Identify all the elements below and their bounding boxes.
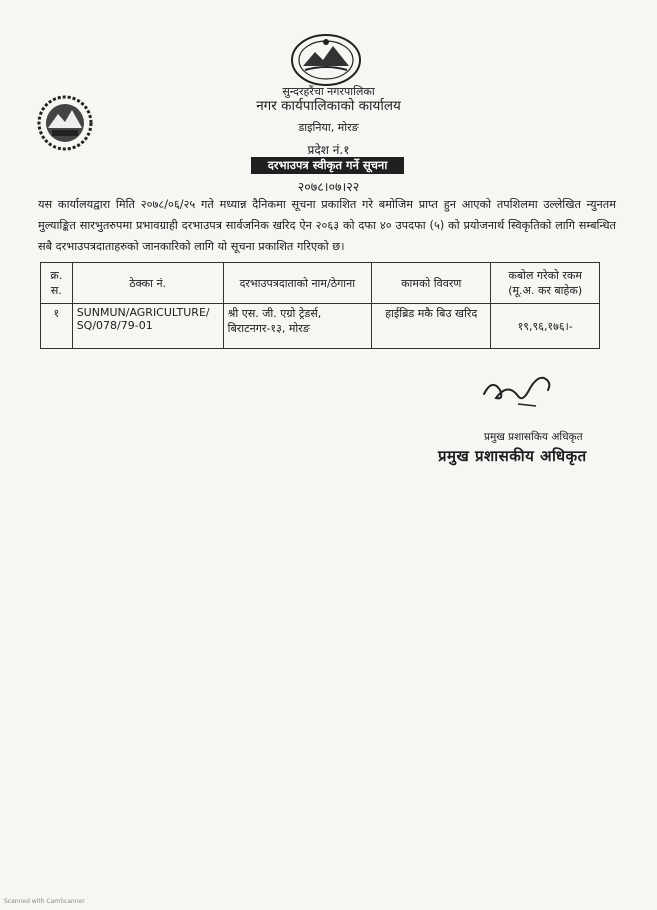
municipality-logo-icon bbox=[283, 30, 369, 92]
notice-paragraph: यस कार्यालयद्वारा मिति २०७८/०६/२५ गते मध्यान्न दैनिकमा सूचना प्रकाशित गरे बमोजिम प्राप्त हुन आएको तपशिलमा उल्लेखित न्युनतम मुल्याङ्कित सारभुतरुपमा प्रभावग्राही दरभाउपत्र सार्वजनिक खरिद ऐन २०६३ को दफा ४० उपदफा (५) को प्रयोजनार्थ स्विकृतिको लागि सम्बन्धित सबै दरभाउपत्रदाताहरुको जानकारिको लागि यो सूचना प्रकाशित गरिएको छ। bbox=[38, 198, 616, 253]
column-header-sn: क्र. स. bbox=[41, 263, 73, 304]
cell-bidder: श्री एस. जी. एग्रो ट्रेडर्स, बिराटनगर-१३, मोरङ bbox=[223, 304, 371, 349]
column-header-work: कामको विवरण bbox=[372, 263, 491, 304]
bid-table bbox=[40, 262, 600, 349]
office-location: डाइनिया, मोरङ bbox=[298, 121, 359, 134]
notice-date: २०७८।०७।२२ bbox=[297, 179, 360, 194]
column-header-bidder: दरभाउपत्रदाताको नाम/ठेगाना bbox=[223, 263, 371, 304]
table-header-row bbox=[41, 263, 600, 304]
column-header-amount: कबोल गरेको रकम (मू.अ. कर बाहेक) bbox=[491, 263, 600, 304]
column-header-contract: ठेक्का नं. bbox=[72, 263, 223, 304]
office-name: नगर कार्यपालिकाको कार्यालय bbox=[256, 98, 401, 114]
province-label: प्रदेश नं.१ bbox=[307, 143, 350, 157]
scanner-watermark: Scanned with CamScanner bbox=[4, 898, 85, 905]
cell-contract: SUNMUN/AGRICULTURE/ SQ/078/79-01 bbox=[72, 304, 223, 349]
table-row bbox=[41, 304, 600, 349]
notice-title-banner: दरभाउपत्र स्वीकृत गर्ने सूचना bbox=[251, 157, 404, 174]
cell-sn: १ bbox=[41, 304, 73, 349]
signatory-stamp: प्रमुख प्रशासकीय अधिकृत bbox=[438, 447, 587, 465]
cell-amount: १९,९६,१७६।- bbox=[491, 304, 600, 349]
municipality-name: सुन्दरहरैंचा नगरपालिका bbox=[282, 85, 375, 98]
signatory-title: प्रमुख प्रशासकिय अधिकृत bbox=[484, 431, 583, 443]
cell-work: हाईब्रिड मकै बिउ खरिद bbox=[372, 304, 491, 349]
signature-icon bbox=[478, 368, 558, 413]
